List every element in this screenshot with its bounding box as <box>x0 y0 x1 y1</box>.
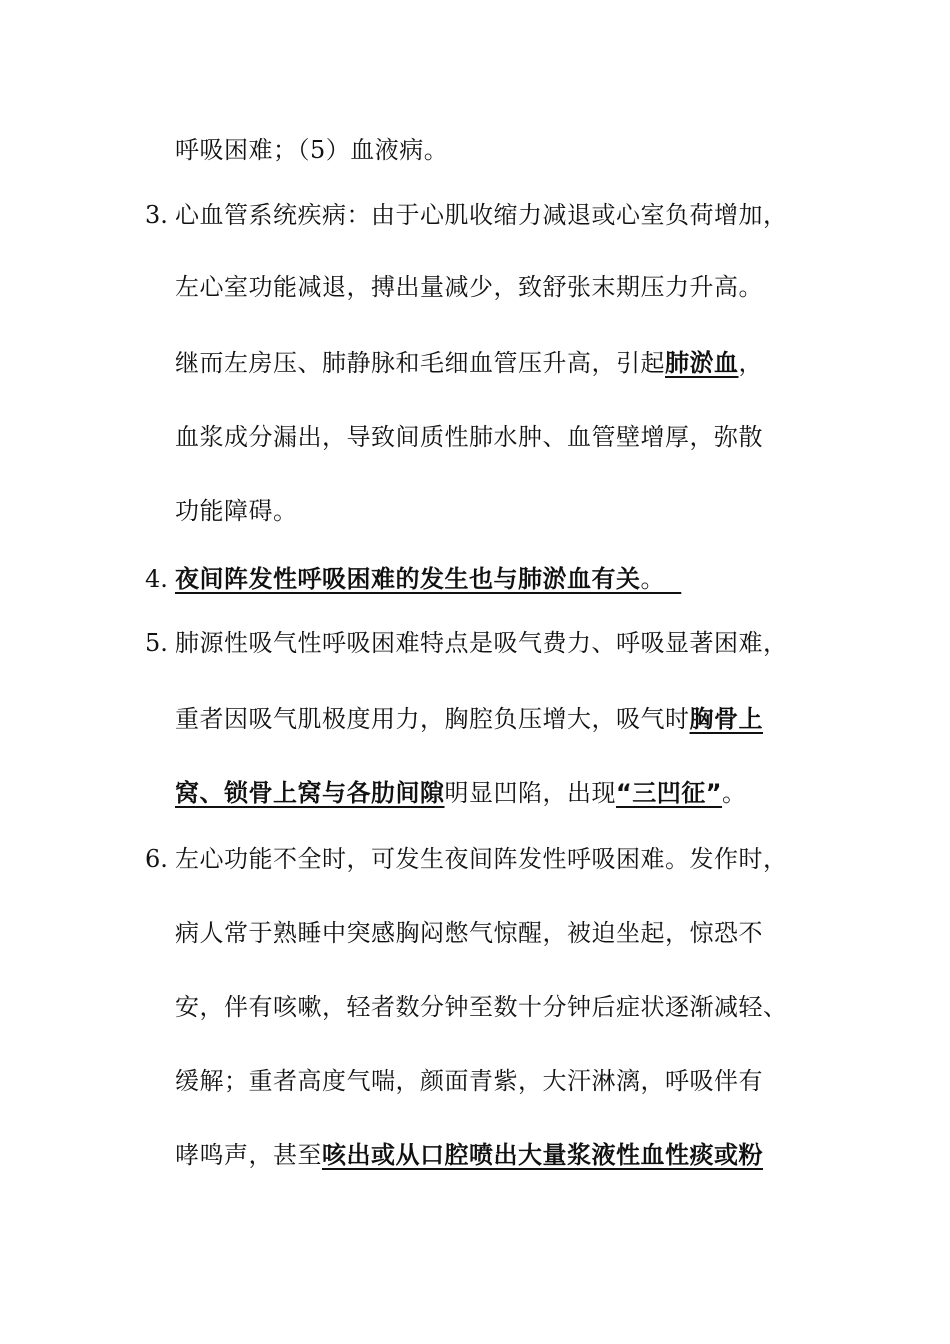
item-number-5: 5. <box>145 629 168 657</box>
text-line-9 <box>175 702 763 736</box>
text-span: 继而左房压、肺静脉和毛细血管压升高，引起 <box>175 349 665 377</box>
text-span: 明显凹陷，出现 <box>444 779 616 807</box>
text-span: 。 <box>722 779 747 807</box>
text-span: 。 <box>640 565 665 593</box>
emphasis-term: 窝、锁骨上窝与各肋间隙 <box>175 779 445 807</box>
text-line-8 <box>175 626 788 660</box>
emphasis-term: “三凹征” <box>616 779 723 807</box>
text-line-10 <box>175 776 747 810</box>
text-line-2 <box>175 198 788 232</box>
text-span: 安，伴有咳嗽，轻者数分钟至数十分钟后症状逐渐减轻、 <box>175 993 788 1021</box>
text-line-1 <box>175 133 448 167</box>
text-span: 哮鸣声，甚至 <box>175 1141 322 1169</box>
text-span: 血浆成分漏出，导致间质性肺水肿、血管壁增厚，弥散 <box>175 423 763 451</box>
text-span: 功能障碍。 <box>175 497 298 525</box>
text-span: ， <box>738 349 763 377</box>
text-line-7 <box>175 562 681 596</box>
item-number-6: 6. <box>145 845 168 873</box>
item-number-3: 3. <box>145 201 168 229</box>
text-line-13 <box>175 990 788 1024</box>
text-span: 心血管系统疾病：由于心肌收缩力减退或心室负荷增加， <box>175 201 788 229</box>
text-span: 左心室功能减退，搏出量减少，致舒张末期压力升高。 <box>175 273 763 301</box>
text-line-5 <box>175 420 763 454</box>
text-span: 呼吸困难；（5）血液病。 <box>175 136 449 164</box>
text-line-3 <box>175 270 763 304</box>
emphasis-term: 咳出或从口腔喷出大量浆液性血性痰或粉 <box>322 1141 763 1169</box>
text-line-15 <box>175 1138 763 1172</box>
text-line-11 <box>175 842 788 876</box>
text-span: 重者因吸气肌极度用力，胸腔负压增大，吸气时 <box>175 705 690 733</box>
text-span: 肺源性吸气性呼吸困难特点是吸气费力、呼吸显著困难， <box>175 629 788 657</box>
text-line-4 <box>175 346 763 380</box>
text-span: 左心功能不全时，可发生夜间阵发性呼吸困难。发作时， <box>175 845 788 873</box>
emphasis-sentence: 夜间阵发性呼吸困难的发生也与肺淤血有关 <box>175 565 641 593</box>
emphasis-term: 胸骨上 <box>689 705 763 733</box>
text-line-6 <box>175 494 298 528</box>
underline-tail <box>665 565 681 593</box>
emphasis-term: 肺淤血 <box>665 349 739 377</box>
text-span: 缓解；重者高度气喘，颜面青紫，大汗淋漓，呼吸伴有 <box>175 1067 763 1095</box>
item-number-4: 4. <box>145 565 168 593</box>
text-line-12 <box>175 916 763 950</box>
text-span: 病人常于熟睡中突感胸闷憋气惊醒，被迫坐起，惊恐不 <box>175 919 763 947</box>
text-line-14 <box>175 1064 763 1098</box>
